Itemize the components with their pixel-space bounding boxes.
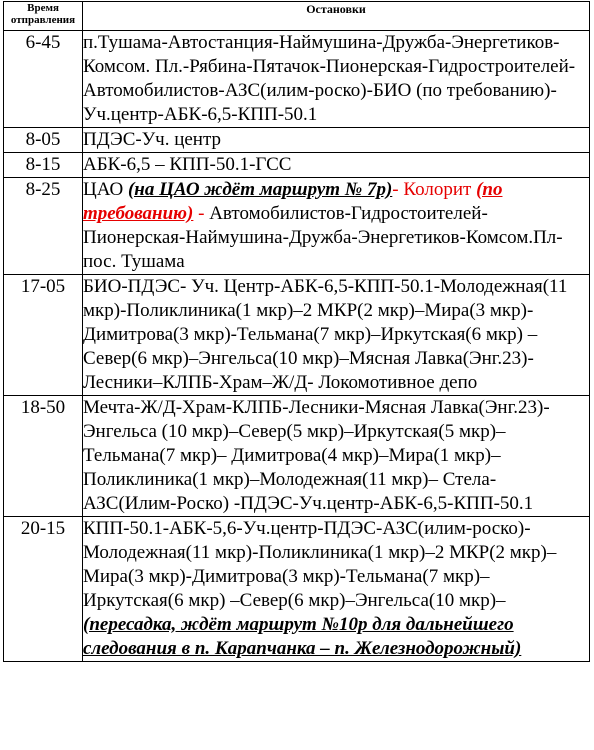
stop-text: ЦАО — [83, 179, 128, 200]
stops-list: БИО-ПДЭС- Уч. Центр-АБК-6,5-КПП-50.1-Молодежная(11 мкр)-Поликлиника(1 мкр)–2 МКР(2 мкр)–Мира(3 мкр)-Димитрова(3 мкр)-Тельмана(7 мкр)–Иркутская(6 мкр) –Север(6 мкр)–Энгельса(10 мкр)–Мясная Лавка(Энг.23)-Лесники–КЛПБ-Храм–Ж/Д- Локомотивное депо — [83, 275, 590, 396]
stops-list: АБК-6,5 – КПП-50.1-ГСС — [83, 153, 590, 178]
table-row — [4, 153, 590, 178]
stops-column-header: Остановки — [83, 2, 590, 31]
table-row — [4, 517, 590, 662]
transfer-note: (на ЦАО ждёт маршрут № 7р) — [127, 179, 393, 200]
departure-time: 8-05 — [4, 128, 83, 153]
stops-list: ПДЭС-Уч. центр — [83, 128, 590, 153]
departure-time: 20-15 — [4, 517, 83, 662]
departure-time: 8-25 — [4, 178, 83, 275]
schedule-table — [3, 1, 590, 662]
stops-list: Мечта-Ж/Д-Храм-КЛПБ-Лесники-Мясная Лавка(Энг.23)- Энгельса (10 мкр)–Север(5 мкр)–Иркутская(5 мкр)–Тельмана(7 мкр)– Димитрова(4 мкр)–Мира(1 мкр)–Поликлиника(1 мкр)–Молодежная(11 мкр)– Стела-АЗС(Илим-Роско) -ПДЭС-Уч.центр-АБК-6,5-КПП-50.1 — [83, 396, 590, 517]
stop-text: Автомобилистов-Гидростоителей-Пионерская-Наймушина-Дружба-Энергетиков-Комсом.Пл-пос. Тушама — [83, 203, 563, 272]
table-row — [4, 178, 590, 275]
separator-text: - — [193, 203, 210, 224]
table-row — [4, 275, 590, 396]
time-column-header: Время отправления — [4, 2, 83, 31]
table-row — [4, 31, 590, 128]
table-row — [4, 128, 590, 153]
transfer-note: (пересадка, ждёт маршрут №10р для дальнейшего следования в п. Карапчанка – п. Железнодорожный) — [83, 614, 522, 659]
header-row — [4, 2, 590, 31]
departure-time: 18-50 — [4, 396, 83, 517]
departure-time: 6-45 — [4, 31, 83, 128]
departure-time: 8-15 — [4, 153, 83, 178]
stop-text-highlighted: - Колорит — [392, 179, 477, 200]
stops-list — [83, 517, 590, 662]
departure-time: 17-05 — [4, 275, 83, 396]
stop-text: КПП-50.1-АБК-5,6-Уч.центр-ПДЭС-АЗС(илим-роско)-Молодежная(11 мкр)-Поликлиника(1 мкр)–2 МКР(2 мкр)–Мира(3 мкр)-Димитрова(3 мкр)-Тельмана(7 мкр)–Иркутская(6 мкр) –Север(6 мкр)–Энгельса(10 мкр)– — [83, 518, 557, 611]
stops-list — [83, 178, 590, 275]
table-row — [4, 396, 590, 517]
stops-list: п.Тушама-Автостанция-Наймушина-Дружба-Энергетиков-Комсом. Пл.-Рябина-Пятачок-Пионерская-Гидростроителей-Автомобилистов-АЗС(илим-роско)-БИО (по требованию)-Уч.центр-АБК-6,5-КПП-50.1 — [83, 31, 590, 128]
on-request-note: (по требованию) — [83, 179, 503, 224]
